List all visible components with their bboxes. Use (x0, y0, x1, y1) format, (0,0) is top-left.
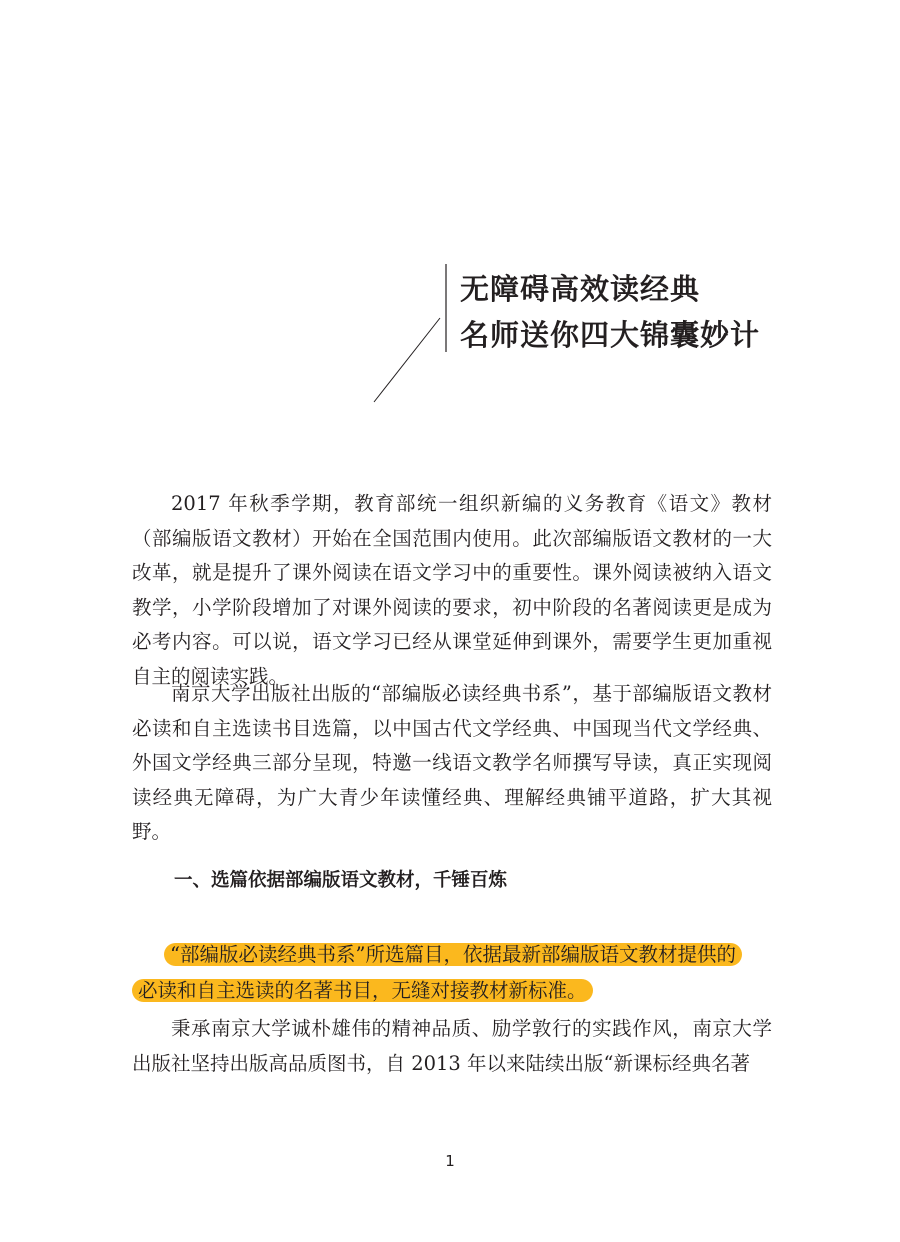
intro-paragraph-1 (132, 487, 772, 694)
title-line-1: 无障碍高效读经典 (460, 272, 701, 306)
paragraph-text: 南京大学出版社出版的“部编版必读经典书系”，基于部编版语文教材必读和自主选读书目选篇，以中国古代文学经典、中国现当代文学经典、外国文学经典三部分呈现，特邀一线语文教学名师撰写导读，真正实现阅读经典无障碍，为广大青少年读懂经典、理解经典铺平道路，扩大其视野。 (132, 682, 772, 843)
title-diagonal-rule (374, 318, 440, 402)
highlighted-paragraph (132, 937, 772, 1009)
highlight-mark: “部编版必读经典书系”所选篇目，依据最新部编版语文教材提供的 (164, 943, 742, 966)
highlighted-line-1 (132, 937, 772, 973)
paragraph-text: 秉承南京大学诚朴雄伟的精神品质、励学敦行的实践作风，南京大学出版社坚持出版高品质图书，自 2013 年以来陆续出版“新课标经典名著 (132, 1017, 772, 1075)
intro-paragraph-2 (132, 677, 772, 850)
title-line-2: 名师送你四大锦囊妙计 (460, 318, 761, 352)
paragraph-text: 2017 年秋季学期，教育部统一组织新编的义务教育《语文》教材（部编版语文教材）开始在全国范围内使用。此次部编版语文教材的一大改革，就是提升了课外阅读在语文学习中的重要性。课外阅读被纳入语文教学，小学阶段增加了对课外阅读的要求，初中阶段的名著阅读更是成为必考内容。可以说，语文学习已经从课堂延伸到课外，需要学生更加重视自主的阅读实践。 (132, 492, 772, 688)
section-heading: 一、选篇依据部编版语文教材，千锤百炼 (174, 870, 508, 891)
page-number: 1 (445, 1152, 455, 1170)
paragraph-after-highlight (132, 1012, 772, 1081)
page-title (460, 266, 880, 358)
highlight-mark: 必读和自主选读的名著书目，无缝对接教材新标准。 (132, 979, 593, 1002)
highlighted-line-2 (132, 973, 772, 1009)
